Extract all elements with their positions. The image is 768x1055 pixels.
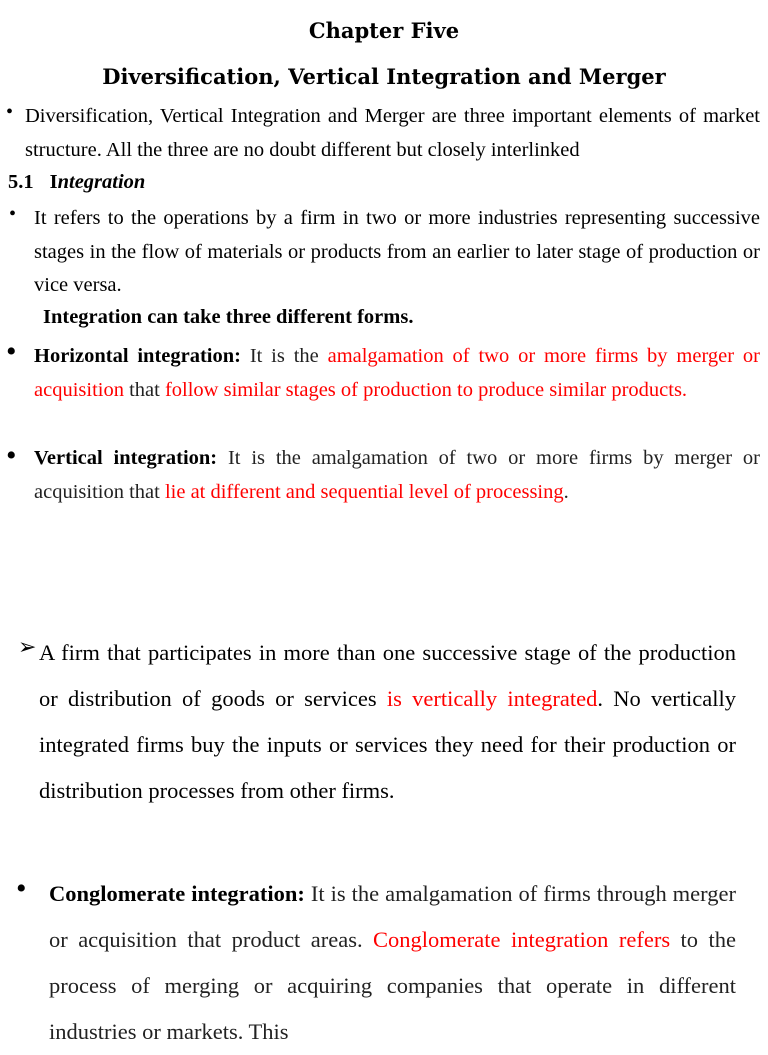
vertical-note-text: . No vertically integrated firms buy the inputs or services they need for their production or distribution processes from other firms. (39, 686, 736, 803)
conglomerate-integration-paragraph (49, 871, 736, 1055)
section-heading-rest: ntegration (57, 171, 146, 193)
conglomerate-highlight: Conglomerate integration refers (373, 927, 671, 952)
vertical-text: . (563, 480, 569, 503)
bullet-dot: • (6, 439, 17, 472)
bullet-dot: • (6, 335, 17, 368)
forms-heading: Integration can take three different forms. (43, 306, 414, 328)
conglomerate-label: Conglomerate integration: (49, 881, 305, 906)
bullet-dot: • (16, 872, 27, 905)
chapter-title: Chapter Five (308, 18, 460, 43)
vertical-integration-paragraph (34, 442, 760, 509)
horizontal-highlight: amalgamation of two or more firms by merger or acquisition (34, 345, 760, 401)
vertical-highlight: lie at different and sequential level of processing (164, 480, 564, 503)
conglomerate-text: It is the amalgamation of firms through merger or acquisition that product areas. (49, 881, 736, 952)
vertical-note-paragraph (39, 630, 736, 814)
section-number: 5.1 (8, 171, 34, 193)
conglomerate-text: to the process of merging or acquiring companies that operate in different industries or markets. This (49, 927, 736, 1044)
vertical-note-text: A firm that participates in more than one successive stage of the production or distribution of goods or services (39, 640, 736, 711)
section-heading (8, 171, 145, 194)
section-heading-initial: I (49, 171, 58, 193)
bullet-dot: • (6, 101, 14, 123)
vertical-label: Vertical integration: (34, 447, 218, 469)
arrow-bullet-icon: ➢ (18, 634, 37, 659)
bullet-dot: • (9, 203, 17, 225)
horizontal-highlight: follow similar stages of production to produce similar products. (164, 378, 688, 401)
vertical-text: It is the amalgamation of two or more firms by merger or acquisition that (34, 447, 760, 503)
horizontal-label: Horizontal integration: (34, 345, 241, 367)
definition-paragraph: It refers to the operations by a firm in two or more industries representing successive stages in the flow of materials or products from an earlier to later stage of production or vice versa. (34, 207, 760, 296)
vertical-note-highlight: is vertically integrated (386, 686, 598, 711)
chapter-subtitle: Diversification, Vertical Integration and Merger (102, 64, 666, 89)
horizontal-integration-paragraph (34, 340, 760, 407)
horizontal-text: that (123, 378, 165, 401)
horizontal-text: It is the (240, 345, 328, 367)
intro-paragraph: Diversification, Vertical Integration and Merger are three important elements of market structure. All the three are no doubt different but closely interlinked (25, 105, 760, 161)
